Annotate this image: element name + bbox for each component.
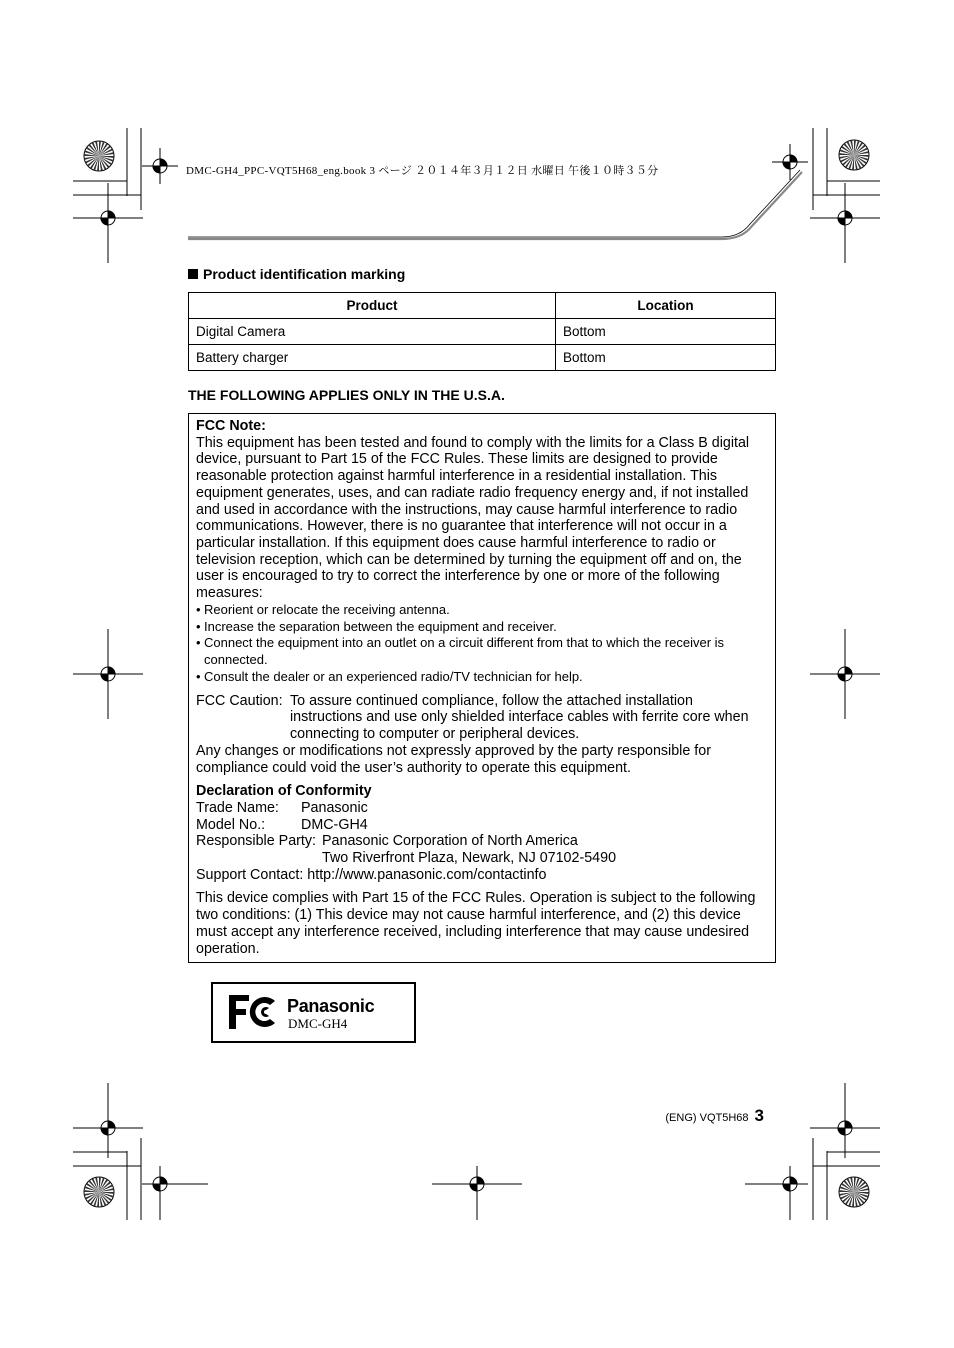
- responsible-party-row: [196, 833, 768, 850]
- product-marking-title: [188, 266, 405, 282]
- measures-list: [196, 602, 768, 686]
- model-label: Model No.:: [196, 816, 266, 833]
- list-item: • Consult the dealer or an experienced radio/TV technician for help.: [196, 669, 768, 686]
- table-cell: Bottom: [556, 345, 776, 371]
- support-contact-row: [196, 867, 768, 884]
- footer-code: (ENG) VQT5H68: [665, 1112, 749, 1124]
- trade-name-value: Panasonic: [301, 799, 368, 816]
- table-cell: Bottom: [556, 319, 776, 345]
- usa-heading: THE FOLLOWING APPLIES ONLY IN THE U.S.A.: [188, 387, 505, 403]
- fcc-caution-text: To assure continued compliance, follow the attached installation instructions and use only shielded interface cables with ferrite core when connecting to computer or peripheral devices.: [290, 692, 749, 743]
- changes-text: Any changes or modifications not expressly approved by the party responsible for compliance could void the user’s authority to operate this equipment.: [196, 742, 711, 776]
- table-row: [189, 345, 776, 371]
- product-marking-table: [188, 292, 776, 371]
- support-contact-label: Support Contact:: [196, 866, 304, 883]
- page-number: 3: [754, 1106, 764, 1125]
- starburst-bottom-left: [84, 1177, 114, 1207]
- compliance-text: This device complies with Part 15 of the FCC Rules. Operation is subject to the following two conditions: (1) This device may not cause harmful interference, and (2) this device must accept any interference received, including interference that may cause undesired operation.: [196, 890, 756, 957]
- responsible-party-address-row: [196, 850, 768, 867]
- list-item: • Connect the equipment into an outlet on a circuit different from that to which the receiver is connected.: [196, 635, 768, 669]
- starburst-bottom-right: [839, 1177, 869, 1207]
- responsible-party-label: Responsible Party:: [196, 833, 316, 850]
- responsible-party-line1: Panasonic Corporation of North America: [322, 833, 578, 850]
- logo-model: DMC-GH4: [288, 1016, 348, 1031]
- starburst-top-right: [839, 140, 869, 170]
- support-contact-url[interactable]: http://www.panasonic.com/contactinfo: [307, 866, 547, 883]
- trade-name-label: Trade Name:: [196, 799, 279, 816]
- table-cell: Digital Camera: [189, 319, 556, 345]
- file-header: DMC-GH4_PPC-VQT5H68_eng.book 3 ページ ２０１４年３月１２日 水曜日 午後１０時３５分: [186, 165, 659, 177]
- page-footer: [665, 1106, 764, 1126]
- indent-spacer: [196, 850, 322, 867]
- square-bullet-icon: [188, 269, 198, 279]
- table-row: [189, 319, 776, 345]
- fcc-statement-box: [188, 413, 776, 963]
- list-item: • Increase the separation between the equipment and receiver.: [196, 619, 768, 636]
- starburst-top-left: [84, 141, 114, 171]
- column-header-location: Location: [556, 293, 776, 319]
- column-header-product: Product: [189, 293, 556, 319]
- fcc-note-title: FCC Note:: [196, 418, 266, 434]
- product-marking-title-text: Product identification marking: [203, 266, 406, 282]
- fcc-logo-icon: [227, 993, 279, 1031]
- fcc-caution: [196, 693, 768, 743]
- fcc-note-body: This equipment has been tested and found to comply with the limits for a Class B digital device, pursuant to Part 15 of the FCC Rules. These limits are designed to provide reasonable protection against harmful interference in a residential installation. This equipment generates, uses, and can radiate radio frequency energy and, if not installed and used in accordance with the instructions, may cause harmful interference to radio communications. However, there is no guarantee that interference will not occur in a particular installation. If this equipment does cause harmful interference to radio or television reception, which can be determined by turning the equipment off and on, the user is encouraged to try to correct the interference by one or more of the following measures:: [196, 434, 750, 602]
- list-item: • Reorient or relocate the receiving antenna.: [196, 602, 768, 619]
- table-header-row: [189, 293, 776, 319]
- fcc-logo-box: [211, 982, 416, 1043]
- panasonic-logo: Panasonic: [287, 996, 375, 1016]
- trade-name-row: [196, 800, 768, 817]
- model-value: DMC-GH4: [301, 816, 368, 833]
- fcc-caution-label: FCC Caution:: [196, 692, 283, 709]
- declaration-title: Declaration of Conformity: [196, 783, 372, 800]
- model-row: [196, 817, 768, 834]
- responsible-party-line2: Two Riverfront Plaza, Newark, NJ 07102-5490: [322, 850, 617, 867]
- table-cell: Battery charger: [189, 345, 556, 371]
